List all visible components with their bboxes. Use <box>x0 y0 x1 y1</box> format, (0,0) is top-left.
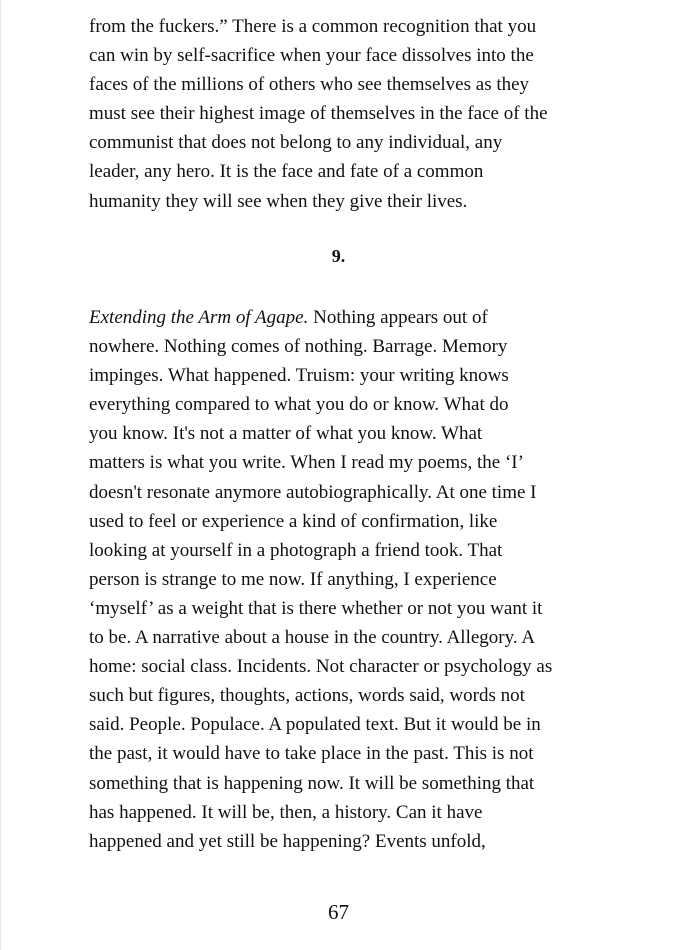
text-line: can win by self-sacrifice when your face dissolves into the <box>89 45 534 67</box>
section-title-italic: Extending the Arm of Agape. <box>89 307 309 328</box>
text-line: something that is happening now. It will be something that <box>89 772 535 794</box>
text-line: leader, any hero. It is the face and fate of a common <box>89 161 484 183</box>
text-line: the past, it would have to take place in the past. This is not <box>89 743 534 765</box>
text-fragment: Nothing appears out of <box>308 307 488 328</box>
text-line: nowhere. Nothing comes of nothing. Barrage. Memory <box>89 336 508 358</box>
text-line: has happened. It will be, then, a history. Can it have <box>89 801 483 823</box>
text-line: impinges. What happened. Truism: your writing knows <box>89 365 509 387</box>
paragraph-continuation <box>89 12 589 216</box>
text-line: ‘myself’ as a weight that is there whether or not you want it <box>89 597 543 619</box>
page-number: 67 <box>328 900 349 924</box>
section-heading: 9. <box>331 246 346 266</box>
text-line: must see their highest image of themselves in the face of the <box>89 103 548 125</box>
text-line: humanity they will see when they give their lives. <box>89 190 468 212</box>
text-line: you know. It's not a matter of what you know. What <box>89 423 483 445</box>
text-line: from the fuckers.” There is a common recognition that you <box>89 16 537 37</box>
text-line: matters is what you write. When I read my poems, the ‘I’ <box>89 452 524 474</box>
paragraph-section-9 <box>89 303 589 856</box>
text-line: to be. A narrative about a house in the country. Allegory. A <box>89 627 536 649</box>
text-line: said. People. Populace. A populated text. But it would be in <box>89 714 541 736</box>
text-line: everything compared to what you do or know. What do <box>89 394 509 416</box>
text-line: doesn't resonate anymore autobiographically. At one time I <box>89 481 537 503</box>
text-line: communist that does not belong to any individual, any <box>89 132 503 154</box>
text-line: faces of the millions of others who see themselves as they <box>89 74 530 96</box>
text-line: happened and yet still be happening? Events unfold, <box>89 830 486 852</box>
text-line: looking at yourself in a photograph a friend took. That <box>89 539 503 561</box>
text-line: home: social class. Incidents. Not character or psychology as <box>89 656 553 678</box>
text-line: person is strange to me now. If anything, I experience <box>89 568 497 590</box>
text-line: such but figures, thoughts, actions, words said, words not <box>89 685 525 707</box>
text-line: used to feel or experience a kind of confirmation, like <box>89 510 498 532</box>
text-line-first <box>89 303 589 332</box>
